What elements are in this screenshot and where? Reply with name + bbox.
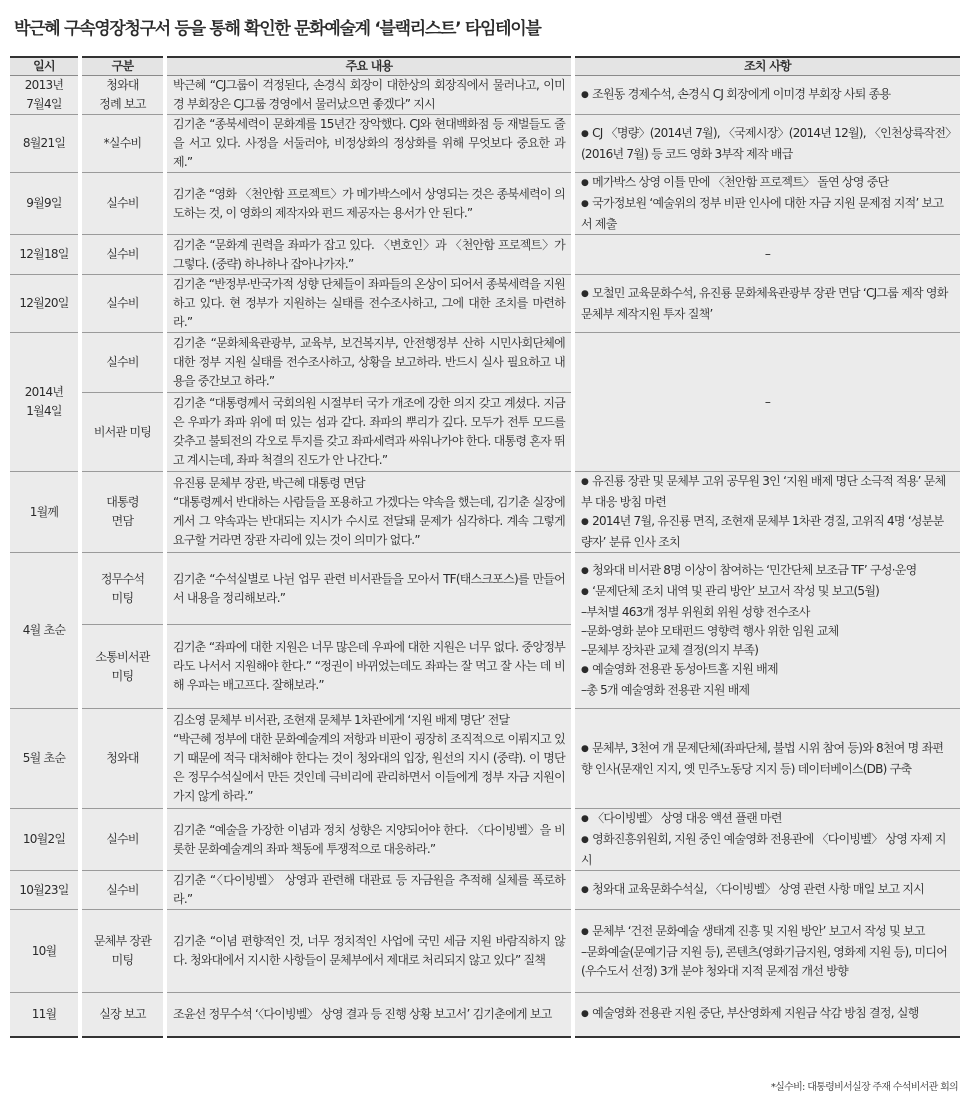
action-cell: [573, 910, 960, 993]
table-row: [10, 333, 960, 393]
action-cell: [573, 993, 960, 1037]
date-cell: 11월: [10, 993, 80, 1037]
action-list: [581, 284, 954, 324]
action-item: [581, 830, 954, 870]
category-cell: 대통령 면담: [80, 472, 165, 553]
date-cell: 10월: [10, 910, 80, 993]
category-cell: 실장 보고: [80, 993, 165, 1037]
date-cell: 4월 초순: [10, 553, 80, 709]
action-text: 영화진흥위원회, 지원 중인 예술영화 전용관에 〈다이빙벨〉 상영 자제 지시: [581, 832, 946, 867]
content-cell: 김기춘 “이념 편향적인 것, 너무 정치적인 사업에 국민 세금 지원 바람직하지 않다. 청와대에서 지시한 사항들이 문체부에서 제대로 처리되지 않고 있다” 질책: [165, 910, 573, 993]
action-text: –총 5개 예술영화 전용관 지원 배제: [581, 683, 750, 697]
action-item: [581, 622, 954, 641]
table-row: [10, 910, 960, 993]
action-text: 〈다이빙벨〉 상영 대응 액션 플랜 마련: [592, 811, 782, 825]
content-cell: 유진룡 문체부 장관, 박근혜 대통령 면담 “대통령께서 반대하는 사람들을 포용하고 가겠다는 약속을 했는데, 김기춘 실장에게서 그 약속과는 반대되는 지시가 수시로 전달돼 문제가 심각하다. 계속 그렇게 요구할 거라면 장관 자리에 있는 것이 의미가 없다.”: [165, 472, 573, 553]
action-text: CJ 〈명량〉(2014년 7월), 〈국제시장〉(2014년 12월), 〈인천상륙작전〉(2016년 7월) 등 코드 영화 3부작 제작 배급: [581, 125, 951, 161]
header-content: 주요 내용: [165, 57, 573, 76]
action-text: –문화예술(문예기금 지원 등), 콘텐츠(영화기금지원, 영화제 지원 등), 미디어(우수도서 선정) 3개 분야 청와대 지적 문제점 개선 방향: [581, 944, 948, 978]
action-text: 청와대 교육문화수석실, 〈다이빙벨〉 상영 관련 사항 매일 보고 지시: [592, 881, 925, 896]
action-cell: [573, 76, 960, 115]
action-list: [581, 124, 954, 164]
action-text: 예술영화 전용관 동성아트홀 지원 배제: [592, 662, 778, 676]
action-cell: [573, 235, 960, 275]
category-cell: 실수비: [80, 871, 165, 910]
action-list: [581, 561, 954, 700]
table-row: [10, 235, 960, 275]
category-cell: 정무수석 미팅: [80, 553, 165, 625]
action-item: [581, 173, 954, 194]
action-item: [581, 739, 954, 779]
action-item: [581, 809, 954, 830]
action-cell: [573, 871, 960, 910]
action-list: [581, 880, 954, 901]
action-item: [581, 922, 954, 943]
timeline-table: [10, 56, 960, 1038]
action-text: 모철민 교육문화수석, 유진룡 문화체육관광부 장관 면담 ‘CJ그룹 제작 영화 문체부 제작지원 투자 질책’: [581, 285, 948, 321]
action-text: 조원동 경제수석, 손경식 CJ 회장에게 이미경 부회장 사퇴 종용: [592, 86, 891, 101]
action-item: [581, 85, 954, 106]
action-item: [581, 124, 954, 164]
action-empty: –: [764, 394, 771, 409]
action-item: [581, 512, 954, 552]
action-text: 유진룡 장관 및 문체부 고위 공무원 3인 ‘지원 배제 명단 소극적 적용’ 문체부 대응 방침 마련: [581, 474, 946, 509]
table-row: [10, 76, 960, 115]
action-list: [581, 809, 954, 870]
action-item: [581, 1004, 954, 1025]
action-text: 문체부 ‘건전 문화예술 생태계 진흥 및 지원 방안’ 보고서 작성 및 보고: [592, 923, 925, 938]
page-title: 박근혜 구속영장청구서 등을 통해 확인한 문화예술계 ‘블랙리스트’ 타임테이블: [14, 19, 541, 39]
content-cell: 김기춘 “예술을 가장한 이념과 정치 성향은 지양되어야 한다. 〈다이빙벨〉을 비롯한 문화예술계의 좌파 책동에 투쟁적으로 대응하라.”: [165, 809, 573, 871]
action-text: 문체부, 3천여 개 문제단체(좌파단체, 불법 시위 참여 등)와 8천여 명 좌편향 인사(문재인 지지, 옛 민주노동당 지지 등) 데이터베이스(DB) 구축: [581, 740, 944, 776]
action-cell: [573, 275, 960, 333]
action-text: 2014년 7월, 유진룡 면직, 조현재 문체부 1차관 경질, 고위직 4명 ‘성분분량자’ 분류 인사 조치: [581, 514, 944, 549]
content-cell: 김기춘 “영화 〈천안함 프로젝트〉가 메가박스에서 상영되는 것은 종북세력이 의도하는 것, 이 영화의 제작자와 펀드 제공자는 용서가 안 된다.”: [165, 173, 573, 235]
table-row: [10, 809, 960, 871]
action-list: [581, 173, 954, 234]
content-cell: 김소영 문체부 비서관, 조현재 문체부 1차관에게 ‘지원 배제 명단’ 전달 “박근혜 정부에 대한 문화예술계의 저항과 비판이 굉장히 조직적으로 이뤄지고 있기 때문에 적극 대처해야 한다는 것이 청와대의 입장, 원선의 지시 (중략). 이 명단은 정무수석실에서 만든 것인데 극비리에 관리하면서 이들에게 정부 자금 지원이 가지 않게 하라.”: [165, 709, 573, 809]
date-cell: 5월 초순: [10, 709, 80, 809]
table-row: [10, 871, 960, 910]
category-cell: *실수비: [80, 115, 165, 173]
action-item: [581, 194, 954, 234]
action-empty: –: [764, 247, 771, 261]
content-cell: 박근혜 “CJ그룹이 걱정된다, 손경식 회장이 대한상의 회장직에서 물러나고, 이미경 부회장은 CJ그룹 경영에서 물러났으면 좋겠다” 지시: [165, 76, 573, 115]
category-cell: 실수비: [80, 173, 165, 235]
action-item: [581, 880, 954, 901]
content-cell: 김기춘 “종북세력이 문화계를 15년간 장악했다. CJ와 현대백화점 등 재벌들도 줄을 서고 있다. 사정을 서둘러야, 비정상화의 정상화를 위해 무엇보다 중요한 과제.”: [165, 115, 573, 173]
content-cell: 김기춘 “반정부·반국가적 성향 단체들이 좌파들의 온상이 되어서 종북세력을 지원하고 있다. 현 정부가 지원하는 실태를 전수조사하고, 그에 대한 조치를 마련하라.”: [165, 275, 573, 333]
action-list: [581, 85, 954, 106]
category-cell: 실수비: [80, 275, 165, 333]
action-item: [581, 582, 954, 603]
content-cell: 조윤선 정무수석 ‘〈다이빙벨〉 상영 결과 등 진행 상황 보고서’ 김기춘에게 보고: [165, 993, 573, 1037]
action-text: 국가정보원 ‘예술위의 정부 비판 인사에 대한 자금 지원 문제점 지적’ 보고서 제출: [581, 196, 944, 231]
action-item: [581, 603, 954, 622]
action-item: [581, 561, 954, 582]
action-text: –문화·영화 분야 모태펀드 영향력 행사 위한 임원 교체: [581, 624, 839, 638]
action-list: [581, 1004, 954, 1025]
header-action: 조치 사항: [573, 57, 960, 76]
date-cell: 10월23일: [10, 871, 80, 910]
table-row: [10, 275, 960, 333]
action-item: [581, 472, 954, 512]
action-text: –문체부 장차관 교체 결정(의지 부족): [581, 643, 759, 657]
action-item: [581, 681, 954, 700]
action-item: [581, 660, 954, 681]
table-row: [10, 993, 960, 1037]
table-row: [10, 709, 960, 809]
action-cell: [573, 809, 960, 871]
content-cell: 김기춘 “대통령께서 국회의원 시절부터 국가 개조에 강한 의지 갖고 계셨다. 지금은 우파가 좌파 위에 떠 있는 섬과 같다. 좌파의 뿌리가 깊다. 모두가 전투 모드를 갖추고 불퇴전의 각오로 투지를 갖고 좌파세력과 싸워나가야 한다. 대통령 혼자 뛰고 계시는데, 좌파 척결의 진도가 안 나간다.”: [165, 393, 573, 472]
date-cell: 9월9일: [10, 173, 80, 235]
action-cell: [573, 173, 960, 235]
content-cell: 김기춘 “문화계 권력을 좌파가 잡고 있다. 〈변호인〉과 〈천안함 프로젝트〉가 그렇다. (중략) 하나하나 잡아나가자.”: [165, 235, 573, 275]
category-cell: 비서관 미팅: [80, 393, 165, 472]
category-cell: 실수비: [80, 235, 165, 275]
category-cell: 청와대: [80, 709, 165, 809]
action-cell: [573, 472, 960, 553]
content-cell: 김기춘 “좌파에 대한 지원은 너무 많은데 우파에 대한 지원은 너무 없다. 중앙정부라도 나서서 지원해야 한다.” “정권이 바뀌었는데도 좌파는 잘 먹고 잘 사는 데 비해 우파는 배고프다. 잘해보라.”: [165, 625, 573, 709]
table-row: [10, 472, 960, 553]
date-cell: 2014년 1월4일: [10, 333, 80, 472]
category-cell: 실수비: [80, 809, 165, 871]
action-list: [581, 472, 954, 552]
content-cell: 김기춘 “문화체육관광부, 교육부, 보건복지부, 안전행정부 산하 시민사회단체에 대한 정부 지원 실태를 전수조사하고, 상황을 보고하라. 반드시 실사 필요하고 내용을 중간보고 하라.”: [165, 333, 573, 393]
date-cell: 2013년 7월4일: [10, 76, 80, 115]
content-cell: 김기춘 “수석실별로 나뉜 업무 관련 비서관들을 모아서 TF(태스크포스)를 만들어서 내용을 정리해보라.”: [165, 553, 573, 625]
table-row: [10, 173, 960, 235]
action-item: [581, 284, 954, 324]
header-date: 일시: [10, 57, 80, 76]
action-text: 메가박스 상영 이틀 만에 〈천안함 프로젝트〉 돌연 상영 중단: [592, 175, 889, 189]
action-list: [581, 739, 954, 779]
action-text: 예술영화 전용관 지원 중단, 부산영화제 지원금 삭감 방침 결정, 실행: [592, 1005, 919, 1020]
action-item: [581, 943, 954, 981]
action-cell: [573, 553, 960, 709]
footnote: *실수비: 대통령비서실장 주재 수석비서관 회의: [770, 1082, 958, 1093]
table-row: [10, 553, 960, 625]
category-cell: 실수비: [80, 333, 165, 393]
action-text: –부처별 463개 정부 위원회 위원 성향 전수조사: [581, 605, 810, 619]
header-category: 구분: [80, 57, 165, 76]
action-item: [581, 641, 954, 660]
date-cell: 12월18일: [10, 235, 80, 275]
action-text: ‘문제단체 조치 내역 및 관리 방안’ 보고서 작성 및 보고(5월): [592, 584, 880, 598]
date-cell: 1월께: [10, 472, 80, 553]
category-cell: 소통비서관 미팅: [80, 625, 165, 709]
action-text: 청와대 비서관 8명 이상이 참여하는 ‘민간단체 보조금 TF’ 구성·운영: [592, 563, 917, 577]
content-cell: 김기춘 “〈다이빙벨〉 상영과 관련해 대관료 등 자금원을 추적해 실체를 폭로하라.”: [165, 871, 573, 910]
action-cell: [573, 333, 960, 472]
action-cell: [573, 709, 960, 809]
category-cell: 청와대 정례 보고: [80, 76, 165, 115]
date-cell: 10월2일: [10, 809, 80, 871]
action-list: [581, 922, 954, 981]
date-cell: 8월21일: [10, 115, 80, 173]
category-cell: 문체부 장관 미팅: [80, 910, 165, 993]
action-cell: [573, 115, 960, 173]
table-row: [10, 115, 960, 173]
date-cell: 12월20일: [10, 275, 80, 333]
